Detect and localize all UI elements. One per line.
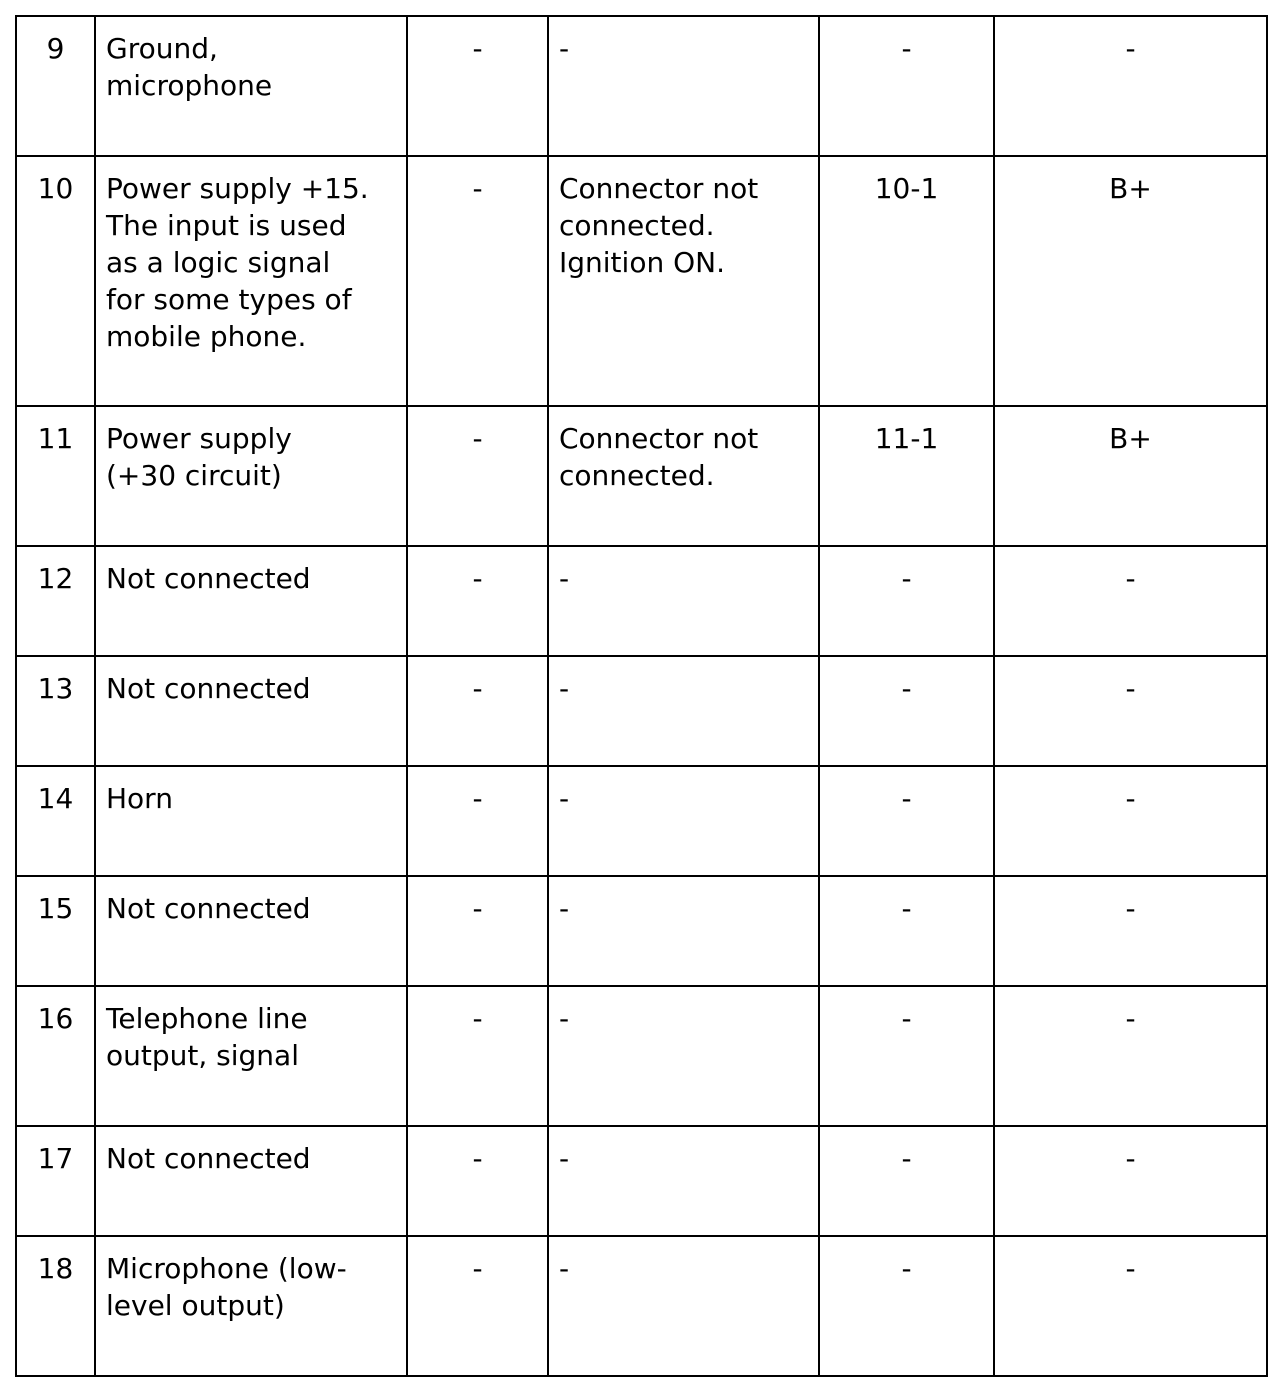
table-row (16, 16, 1267, 156)
pin-column-3: - (407, 406, 548, 546)
pin-column-3: - (407, 876, 548, 986)
pin-column-3: - (407, 156, 548, 406)
pin-description: Ground, microphone (95, 16, 407, 156)
pin-condition: - (548, 16, 819, 156)
pin-value: - (994, 546, 1267, 656)
pin-column-3: - (407, 546, 548, 656)
pin-table-body (16, 16, 1267, 1376)
table-row (16, 1236, 1267, 1376)
pin-number: 16 (16, 986, 95, 1126)
pin-value: - (994, 986, 1267, 1126)
pin-description: Microphone (low- level output) (95, 1236, 407, 1376)
pin-measurement: - (819, 546, 994, 656)
pin-description: Not connected (95, 546, 407, 656)
pin-number: 9 (16, 16, 95, 156)
pin-value: B+ (994, 406, 1267, 546)
pin-measurement: - (819, 766, 994, 876)
pin-column-3: - (407, 16, 548, 156)
pin-column-3: - (407, 986, 548, 1126)
pin-condition: - (548, 1126, 819, 1236)
pin-measurement: - (819, 986, 994, 1126)
table-row (16, 1126, 1267, 1236)
table-row (16, 406, 1267, 546)
pin-measurement: - (819, 1126, 994, 1236)
pin-column-3: - (407, 1236, 548, 1376)
pin-value: - (994, 1236, 1267, 1376)
pin-value: - (994, 656, 1267, 766)
pin-value: - (994, 876, 1267, 986)
pin-measurement: 10-1 (819, 156, 994, 406)
pin-value: - (994, 766, 1267, 876)
table-row (16, 766, 1267, 876)
pin-description: Power supply +15. The input is used as a logic signal for some types of mobile phone. (95, 156, 407, 406)
pin-number: 18 (16, 1236, 95, 1376)
pin-condition: - (548, 876, 819, 986)
pin-measurement: - (819, 16, 994, 156)
pin-condition: Connector not connected. Ignition ON. (548, 156, 819, 406)
pin-table (15, 15, 1268, 1377)
pin-measurement: - (819, 876, 994, 986)
pin-condition: - (548, 766, 819, 876)
pin-number: 12 (16, 546, 95, 656)
pin-description: Power supply (+30 circuit) (95, 406, 407, 546)
pin-number: 13 (16, 656, 95, 766)
pin-condition: Connector not connected. (548, 406, 819, 546)
pin-description: Telephone line output, signal (95, 986, 407, 1126)
pin-value: B+ (994, 156, 1267, 406)
pin-condition: - (548, 986, 819, 1126)
table-row (16, 876, 1267, 986)
pin-value: - (994, 1126, 1267, 1236)
pin-condition: - (548, 1236, 819, 1376)
pin-number: 17 (16, 1126, 95, 1236)
pin-value: - (994, 16, 1267, 156)
pin-measurement: 11-1 (819, 406, 994, 546)
pin-description: Not connected (95, 656, 407, 766)
pin-number: 11 (16, 406, 95, 546)
pin-column-3: - (407, 656, 548, 766)
pin-measurement: - (819, 1236, 994, 1376)
pin-number: 15 (16, 876, 95, 986)
pin-condition: - (548, 656, 819, 766)
table-row (16, 156, 1267, 406)
table-row (16, 656, 1267, 766)
pin-condition: - (548, 546, 819, 656)
pin-number: 10 (16, 156, 95, 406)
pin-column-3: - (407, 766, 548, 876)
table-row (16, 986, 1267, 1126)
pin-description: Horn (95, 766, 407, 876)
pin-measurement: - (819, 656, 994, 766)
pin-description: Not connected (95, 1126, 407, 1236)
table-row (16, 546, 1267, 656)
pin-description: Not connected (95, 876, 407, 986)
pin-column-3: - (407, 1126, 548, 1236)
pin-number: 14 (16, 766, 95, 876)
